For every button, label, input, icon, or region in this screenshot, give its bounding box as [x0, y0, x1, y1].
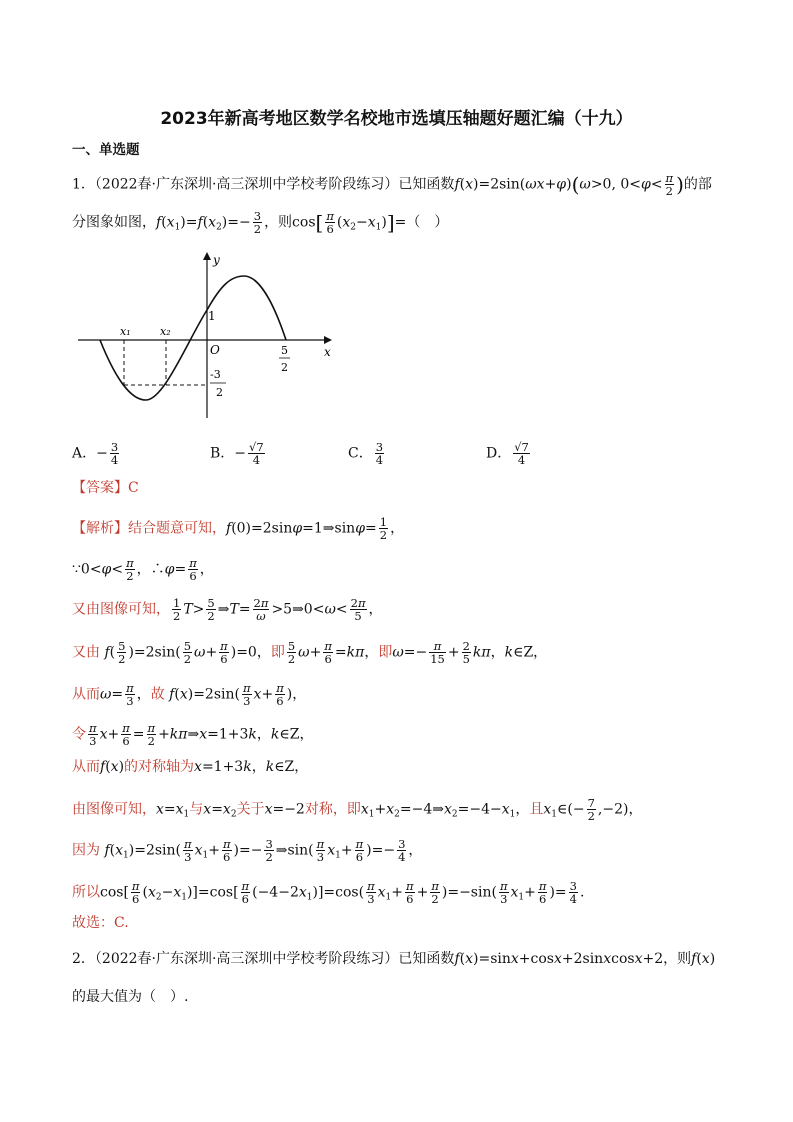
option-b[interactable]: B．− $\frac{√7}{4}$ — [210, 440, 264, 468]
y-tick-neg3-den: 2 — [216, 386, 223, 399]
origin-label: O — [210, 343, 220, 357]
analysis-line-4: 又由 f( $\frac{5}{2}$ )=2sin( $\frac{5}{2}$ ω+ $\frac{\pi}{6}$ )=0，即 $\frac{5}{2}$ ω+ $\frac{\pi}{6}$ =kπ，即ω=− $\frac{\pi}{15}$ + $\frac{2}{5}$ kπ，k∈Z， — [72, 639, 548, 667]
analysis-line-2: ∵0<φ< $\frac{\pi}{2}$ ，∴φ= $\frac{\pi}{6}$ ， — [72, 556, 214, 584]
y-tick-1: 1 — [208, 309, 216, 323]
analysis-line-6: 令 $\frac{\pi}{3}$ x+ $\frac{\pi}{6}$ = $\frac{\pi}{2}$ +kπ⇒x=1+3k，k∈Z， — [72, 721, 314, 749]
y-tick-neg3-num: -3 — [210, 368, 221, 381]
answer-value: C — [128, 480, 139, 496]
q1-stem-tail: 的部 — [683, 176, 712, 193]
analysis-line-5: 从而ω= $\frac{\pi}{3}$ ，故 f(x)=2sin( $\frac{\pi}{3}$ x+ $\frac{\pi}{6}$ )， — [72, 681, 307, 709]
analysis-line-7: 从而f(x)的对称轴为x=1+3k，k∈Z， — [72, 759, 309, 775]
sine-curve — [100, 276, 286, 400]
x-axis-arrow — [324, 336, 332, 344]
x2-label: x₂ — [160, 325, 171, 338]
x-tick-5-den: 2 — [281, 361, 288, 374]
analysis-line-10: 所以cos[ $\frac{\pi}{6}$ $(x_2-x_1)]=\cos$[ $\frac{\pi}{6}$ $(-4-2x_1)]=\cos$( $\frac{\pi}{3}$ $x_1+$ $\frac{\pi}{6}$ + $\frac{\pi}{2}$ )=−sin( $\frac{\pi}{3}$ $x_1+$ $\frac{\pi}{6}$ )= $\frac{3}{4}$ . — [72, 879, 585, 907]
option-a[interactable]: A．− $\frac{3}{4}$ — [72, 440, 119, 468]
q1-source: 1．（2022春·广东深圳·高三深圳中学校考阶段练习）已知函数 — [72, 176, 455, 193]
analysis-line-1: 【解析】结合题意可知，f(0)=2sinφ=1⇒sinφ= $\frac{1}{2}$ ， — [72, 515, 405, 543]
q2-source: 2．（2022春·广东深圳·高三深圳中学校考阶段练习）已知函数 — [72, 951, 455, 967]
x-tick-5-num: 5 — [281, 344, 288, 357]
q2-stem-line2: 的最大值为（ ）. — [72, 989, 189, 1005]
answer-line — [72, 481, 139, 495]
analysis-line-11: 故选：C. — [72, 915, 129, 931]
section-heading: 一、单选题 — [72, 142, 140, 158]
analysis-line-9: 因为 $f(x_1)=2\sin$( $\frac{\pi}{3}$ $x_1+$ $\frac{\pi}{6}$ )=− $\frac{3}{2}$ ⇒sin( $\frac{\pi}{3}$ $x_1+$ $\frac{\pi}{6}$ )=− $\frac{3}{4}$ ， — [72, 837, 423, 865]
q1-stem-line2: 分图象如图，$f(x_1)=f(x_2)=-$ $\frac{3}{2}$ ，则cos[ $\frac{\pi}{6}$ $(x_2-x_1)]=$（ ） — [72, 209, 449, 237]
x1-label: x₁ — [120, 325, 131, 338]
q2-stem-line1: 2．（2022春·广东深圳·高三深圳中学校考阶段练习）已知函数f(x)=sinx+cosx+2sinxcosx+2，则f(x) — [72, 951, 716, 967]
function-graph — [76, 250, 336, 422]
q1-stem-line1: 1．（2022春·广东深圳·高三深圳中学校考阶段练习）已知函数f(x)=2sin(ωx+φ)(ω>0, 0<φ< $\frac{\pi}{2}$ )的部 — [72, 171, 712, 199]
page-title: 2023年新高考地区数学名校地市选填压轴题好题汇编（十九） — [160, 109, 633, 129]
analysis-line-8: 由图像可知，$x=x_1$与$x=x_2$关于x=−2对称，即$x_1+x_2=-4\Rightarrow x_2=-4-x_1$，且$x_1\in(-$ $\frac{7}{2}$ ,−2)， — [72, 796, 643, 824]
analysis-line-3: 又由图像可知， $\frac{1}{2}$ T> $\frac{5}{2}$ ⇒T= $\frac{2\pi}{\omega}$ >5⇒0<ω< $\frac{2\pi}{5}$ ， — [72, 596, 383, 624]
x-axis-label: x — [324, 345, 331, 359]
analysis-tag: 【解析】 — [72, 520, 128, 537]
option-d[interactable]: D． $\frac{√7}{4}$ — [486, 440, 529, 468]
option-c[interactable]: C． $\frac{3}{4}$ — [348, 440, 384, 468]
y-axis-label: y — [213, 253, 220, 267]
answer-tag: 【答案】 — [72, 480, 128, 496]
y-axis-arrow — [203, 252, 211, 260]
